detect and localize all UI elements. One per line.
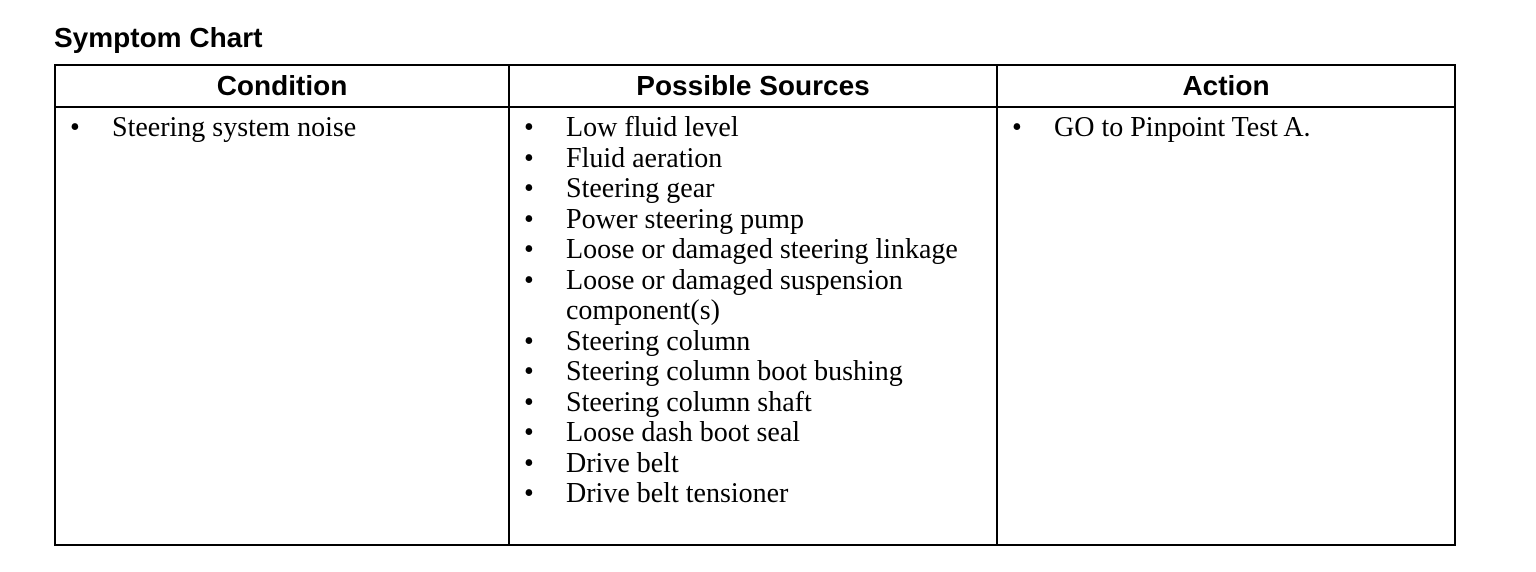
condition-text: Steering system noise: [112, 112, 357, 143]
bullet-icon: •: [1012, 112, 1022, 143]
list-item: [510, 113, 996, 144]
bullet-icon: •: [524, 325, 534, 357]
source-text: Drive belt tensioner: [566, 478, 789, 509]
bullet-icon: •: [524, 112, 534, 143]
condition-cell: [55, 107, 509, 545]
bullet-icon: •: [524, 234, 534, 265]
list-item: [510, 205, 996, 236]
table-row: [55, 107, 1455, 545]
source-text: Loose or damaged steering linkage: [566, 234, 958, 265]
bullet-icon: •: [524, 386, 534, 418]
bullet-icon: •: [524, 478, 534, 509]
source-text: Drive belt: [566, 447, 679, 479]
condition-list: [56, 113, 508, 144]
list-item: [510, 327, 996, 358]
bullet-icon: •: [524, 142, 534, 174]
source-text: Fluid aeration: [566, 142, 723, 174]
source-text: Steering column: [566, 325, 751, 357]
sources-list: [510, 113, 996, 510]
source-text: Loose or damaged suspension component(s): [566, 264, 903, 326]
list-item: [510, 418, 996, 449]
page-title: Symptom Chart: [54, 22, 263, 53]
list-item: [510, 479, 996, 510]
source-text: Low fluid level: [566, 112, 739, 143]
source-text: Power steering pump: [566, 203, 804, 235]
bullet-icon: •: [70, 112, 80, 143]
list-item: [56, 113, 508, 144]
list-item: [510, 174, 996, 205]
bullet-icon: •: [524, 173, 534, 204]
header-row: [55, 65, 1455, 107]
list-item: [510, 449, 996, 480]
list-item: [510, 388, 996, 419]
bullet-icon: •: [524, 447, 534, 479]
header-action: Action: [997, 65, 1455, 107]
symptom-table: [54, 64, 1456, 546]
bullet-icon: •: [524, 203, 534, 235]
list-item: [998, 113, 1454, 144]
bullet-icon: •: [524, 356, 534, 387]
list-item: [510, 235, 996, 266]
header-possible-sources: Possible Sources: [509, 65, 997, 107]
list-item: [510, 357, 996, 388]
bullet-icon: •: [524, 417, 534, 448]
action-list: [998, 113, 1454, 144]
action-text: GO to Pinpoint Test A.: [1054, 112, 1311, 143]
header-condition: Condition: [55, 65, 509, 107]
source-text: Steering gear: [566, 173, 715, 204]
list-item: [510, 266, 996, 327]
list-item: [510, 144, 996, 175]
possible-sources-cell: [509, 107, 997, 545]
source-text: Steering column shaft: [566, 386, 812, 418]
source-text: Loose dash boot seal: [566, 417, 801, 448]
bullet-icon: •: [524, 264, 534, 296]
source-text: Steering column boot bushing: [566, 356, 903, 387]
action-cell: [997, 107, 1455, 545]
